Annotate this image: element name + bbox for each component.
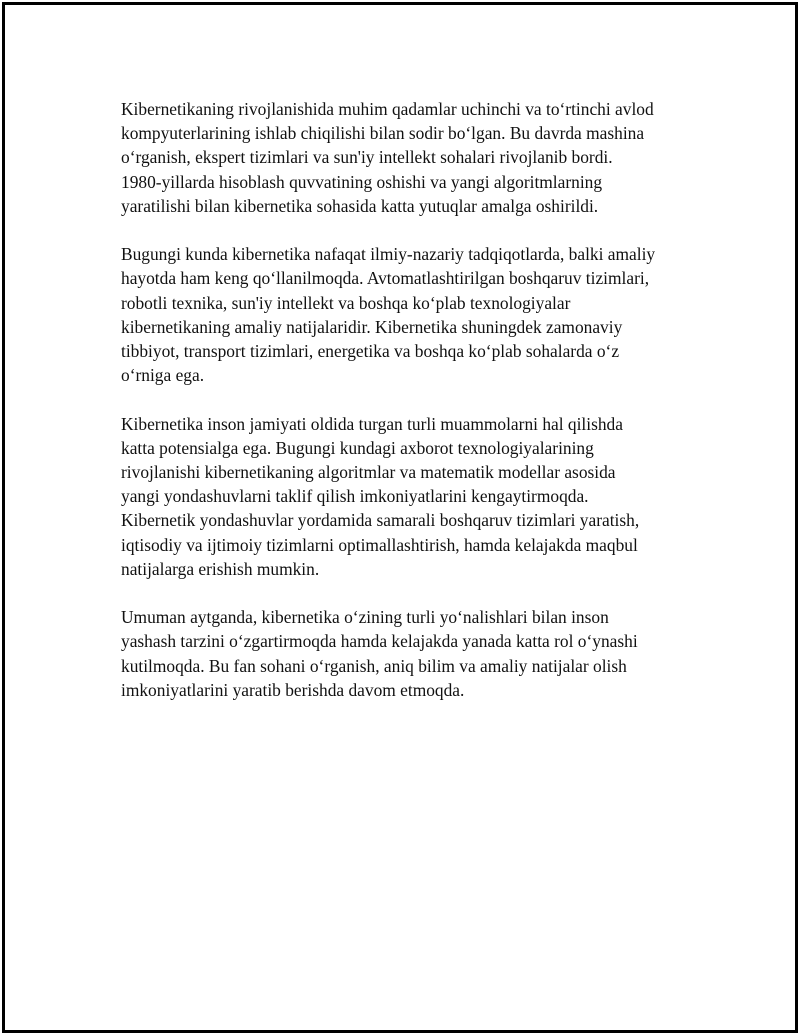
paragraph-3: Kibernetika inson jamiyati oldida turgan turli muammolarni hal qilishda katta potensialga ega. Bugungi kundagi axborot texnologiyalarining rivojlanishi kibernetikaning algoritmlar va matematik modellar asosida yangi yondashuvlarni taklif qilish imkoniyatlarini kengaytirmoqda. Kibernetik yondashuvlar yordamida samarali boshqaruv tizimlari yaratish, iqtisodiy va ijtimoiy tizimlarni optimallashtirish, hamda kelajakda maqbul natijalarga erishish mumkin.	[121, 413, 640, 579]
document-body	[121, 97, 711, 726]
paragraph-4: Umuman aytganda, kibernetika o‘zining turli yo‘nalishlari bilan inson yashash tarzini o‘zgartirmoqda hamda kelajakda yanada katta rol o‘ynashi kutilmoqda. Bu fan sohani o‘rganish, aniq bilim va amaliy natijalar olish imkoniyatlarini yaratib berishda davom etmoqda.	[121, 607, 638, 700]
document-page	[2, 2, 798, 1033]
paragraph-2: Bugungi kunda kibernetika nafaqat ilmiy-nazariy tadqiqotlarda, balki amaliy hayotda ham keng qo‘llanilmoqda. Avtomatlashtirilgan boshqaruv tizimlari, robotli texnika, sun'iy intellekt va boshqa ko‘plab texnologiyalar kibernetikaning amaliy natijalaridir. Kibernetika shuningdek zamonaviy tibbiyot, transport tizimlari, energetika va boshqa ko‘plab sohalarda o‘z o‘rniga ega.	[121, 244, 656, 386]
paragraph-1: Kibernetikaning rivojlanishida muhim qadamlar uchinchi va to‘rtinchi avlod kompyuterlarining ishlab chiqilishi bilan sodir bo‘lgan. Bu davrda mashina o‘rganish, ekspert tizimlari va sun'iy intellekt sohalari rivojlanib bordi. 1980-yillarda hisoblash quvvatining oshishi va yangi algoritmlarning yaratilishi bilan kibernetika sohasida katta yutuqlar amalga oshirildi.	[121, 99, 654, 216]
